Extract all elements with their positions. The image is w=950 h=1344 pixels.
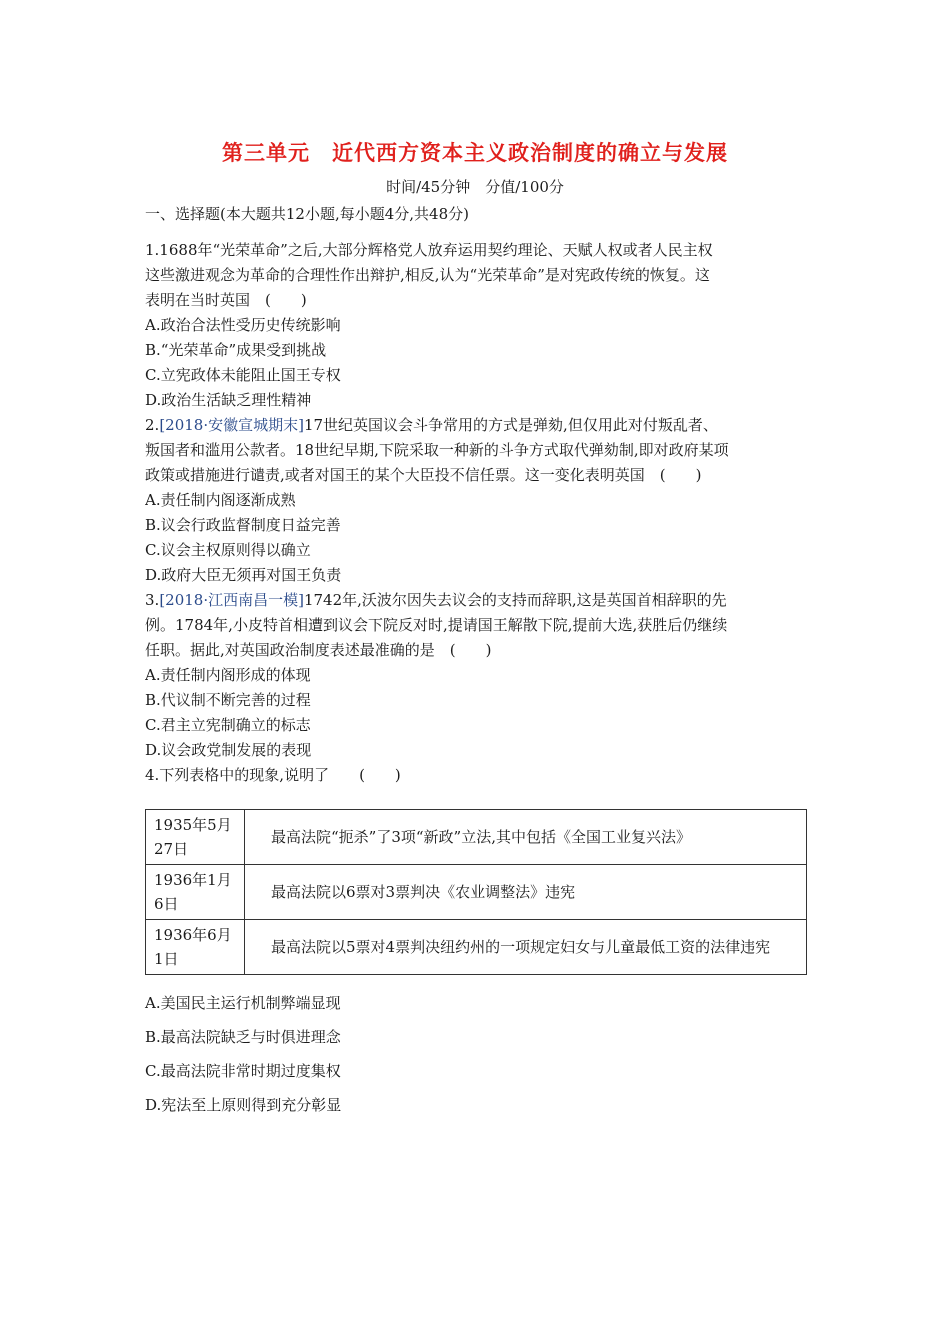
question-1-line: 1.1688年“光荣革命”之后,大部分辉格党人放弃运用契约理论、天赋人权或者人民主权	[145, 241, 713, 259]
question-2-option-a: A.责任制内阁逐渐成熟	[145, 491, 296, 509]
question-2-number: 2.	[145, 416, 160, 434]
question-1-line: 这些激进观念为革命的合理性作出辩护,相反,认为“光荣革命”是对宪政传统的恢复。这	[145, 266, 710, 284]
table-cell-date: 1936年6月1日	[146, 920, 245, 975]
question-3-option-b: B.代议制不断完善的过程	[145, 691, 311, 709]
section-heading: 一、选择题(本大题共12小题,每小题4分,共48分)	[145, 205, 469, 223]
question-2-line: 叛国者和滥用公款者。18世纪早期,下院采取一种新的斗争方式取代弹劾制,即对政府某项	[145, 441, 729, 459]
question-2-line	[145, 413, 807, 438]
question-4-line: 4.下列表格中的现象,说明了 ( )	[145, 766, 401, 784]
question-4-option-b: B.最高法院缺乏与时俱进理念	[145, 1028, 341, 1046]
question-2-option-d: D.政府大臣无须再对国王负责	[145, 566, 342, 584]
question-3-line: 例。1784年,小皮特首相遭到议会下院反对时,提请国王解散下院,提前大选,获胜后仍继续	[145, 616, 728, 634]
table-cell-event: 最高法院以6票对3票判决《农业调整法》违宪	[245, 865, 807, 920]
question-1-option-c: C.立宪政体未能阻止国王专权	[145, 366, 341, 384]
time-score-subtitle: 时间/45分钟 分值/100分	[386, 178, 564, 196]
question-2-option-b: B.议会行政监督制度日益完善	[145, 516, 341, 534]
question-3-option-c: C.君主立宪制确立的标志	[145, 716, 311, 734]
question-2-option-c: C.议会主权原则得以确立	[145, 541, 311, 559]
question-1-option-d: D.政治生活缺乏理性精神	[145, 391, 312, 409]
question-1-option-a: A.政治合法性受历史传统影响	[145, 316, 341, 334]
table-row	[146, 865, 807, 920]
table-cell-event: 最高法院“扼杀”了3项“新政”立法,其中包括《全国工业复兴法》	[245, 810, 807, 865]
table-cell-date: 1936年1月6日	[146, 865, 245, 920]
question-4-option-a: A.美国民主运行机制弊端显现	[145, 994, 341, 1012]
question-1-line: 表明在当时英国 ( )	[145, 291, 307, 309]
question-3-source: [2018·江西南昌一模]	[159, 591, 304, 609]
question-4-option-c: C.最高法院非常时期过度集权	[145, 1062, 341, 1080]
question-3-option-a: A.责任制内阁形成的体现	[145, 666, 311, 684]
table-cell-date: 1935年5月27日	[146, 810, 245, 865]
page-title: 第三单元 近代西方资本主义政治制度的确立与发展	[222, 140, 728, 165]
question-3-number: 3.	[145, 591, 160, 609]
question-2-source: [2018·安徽宣城期末]	[159, 416, 304, 434]
question-3-line	[145, 588, 807, 613]
question-4-options	[145, 986, 341, 1122]
table-cell-event: 最高法院以5票对4票判决纽约州的一项规定妇女与儿童最低工资的法律违宪	[245, 920, 807, 975]
question-3-option-d: D.议会政党制发展的表现	[145, 741, 312, 759]
table-row	[146, 920, 807, 975]
question-2-line: 政策或措施进行谴责,或者对国王的某个大臣投不信任票。这一变化表明英国 ( )	[145, 466, 702, 484]
question-3-line: 任职。据此,对英国政治制度表述最准确的是 ( )	[145, 641, 492, 659]
question-3-text: 1742年,沃波尔因失去议会的支持而辞职,这是英国首相辞职的先	[303, 591, 727, 609]
question-2-text: 17世纪英国议会斗争常用的方式是弹劾,但仅用此对付叛乱者、	[303, 416, 718, 434]
question-4-option-d: D.宪法至上原则得到充分彰显	[145, 1096, 342, 1114]
question-4-table	[145, 809, 807, 975]
question-1-option-b: B.“光荣革命”成果受到挑战	[145, 341, 327, 359]
questions-block	[145, 238, 807, 788]
table-row	[146, 810, 807, 865]
